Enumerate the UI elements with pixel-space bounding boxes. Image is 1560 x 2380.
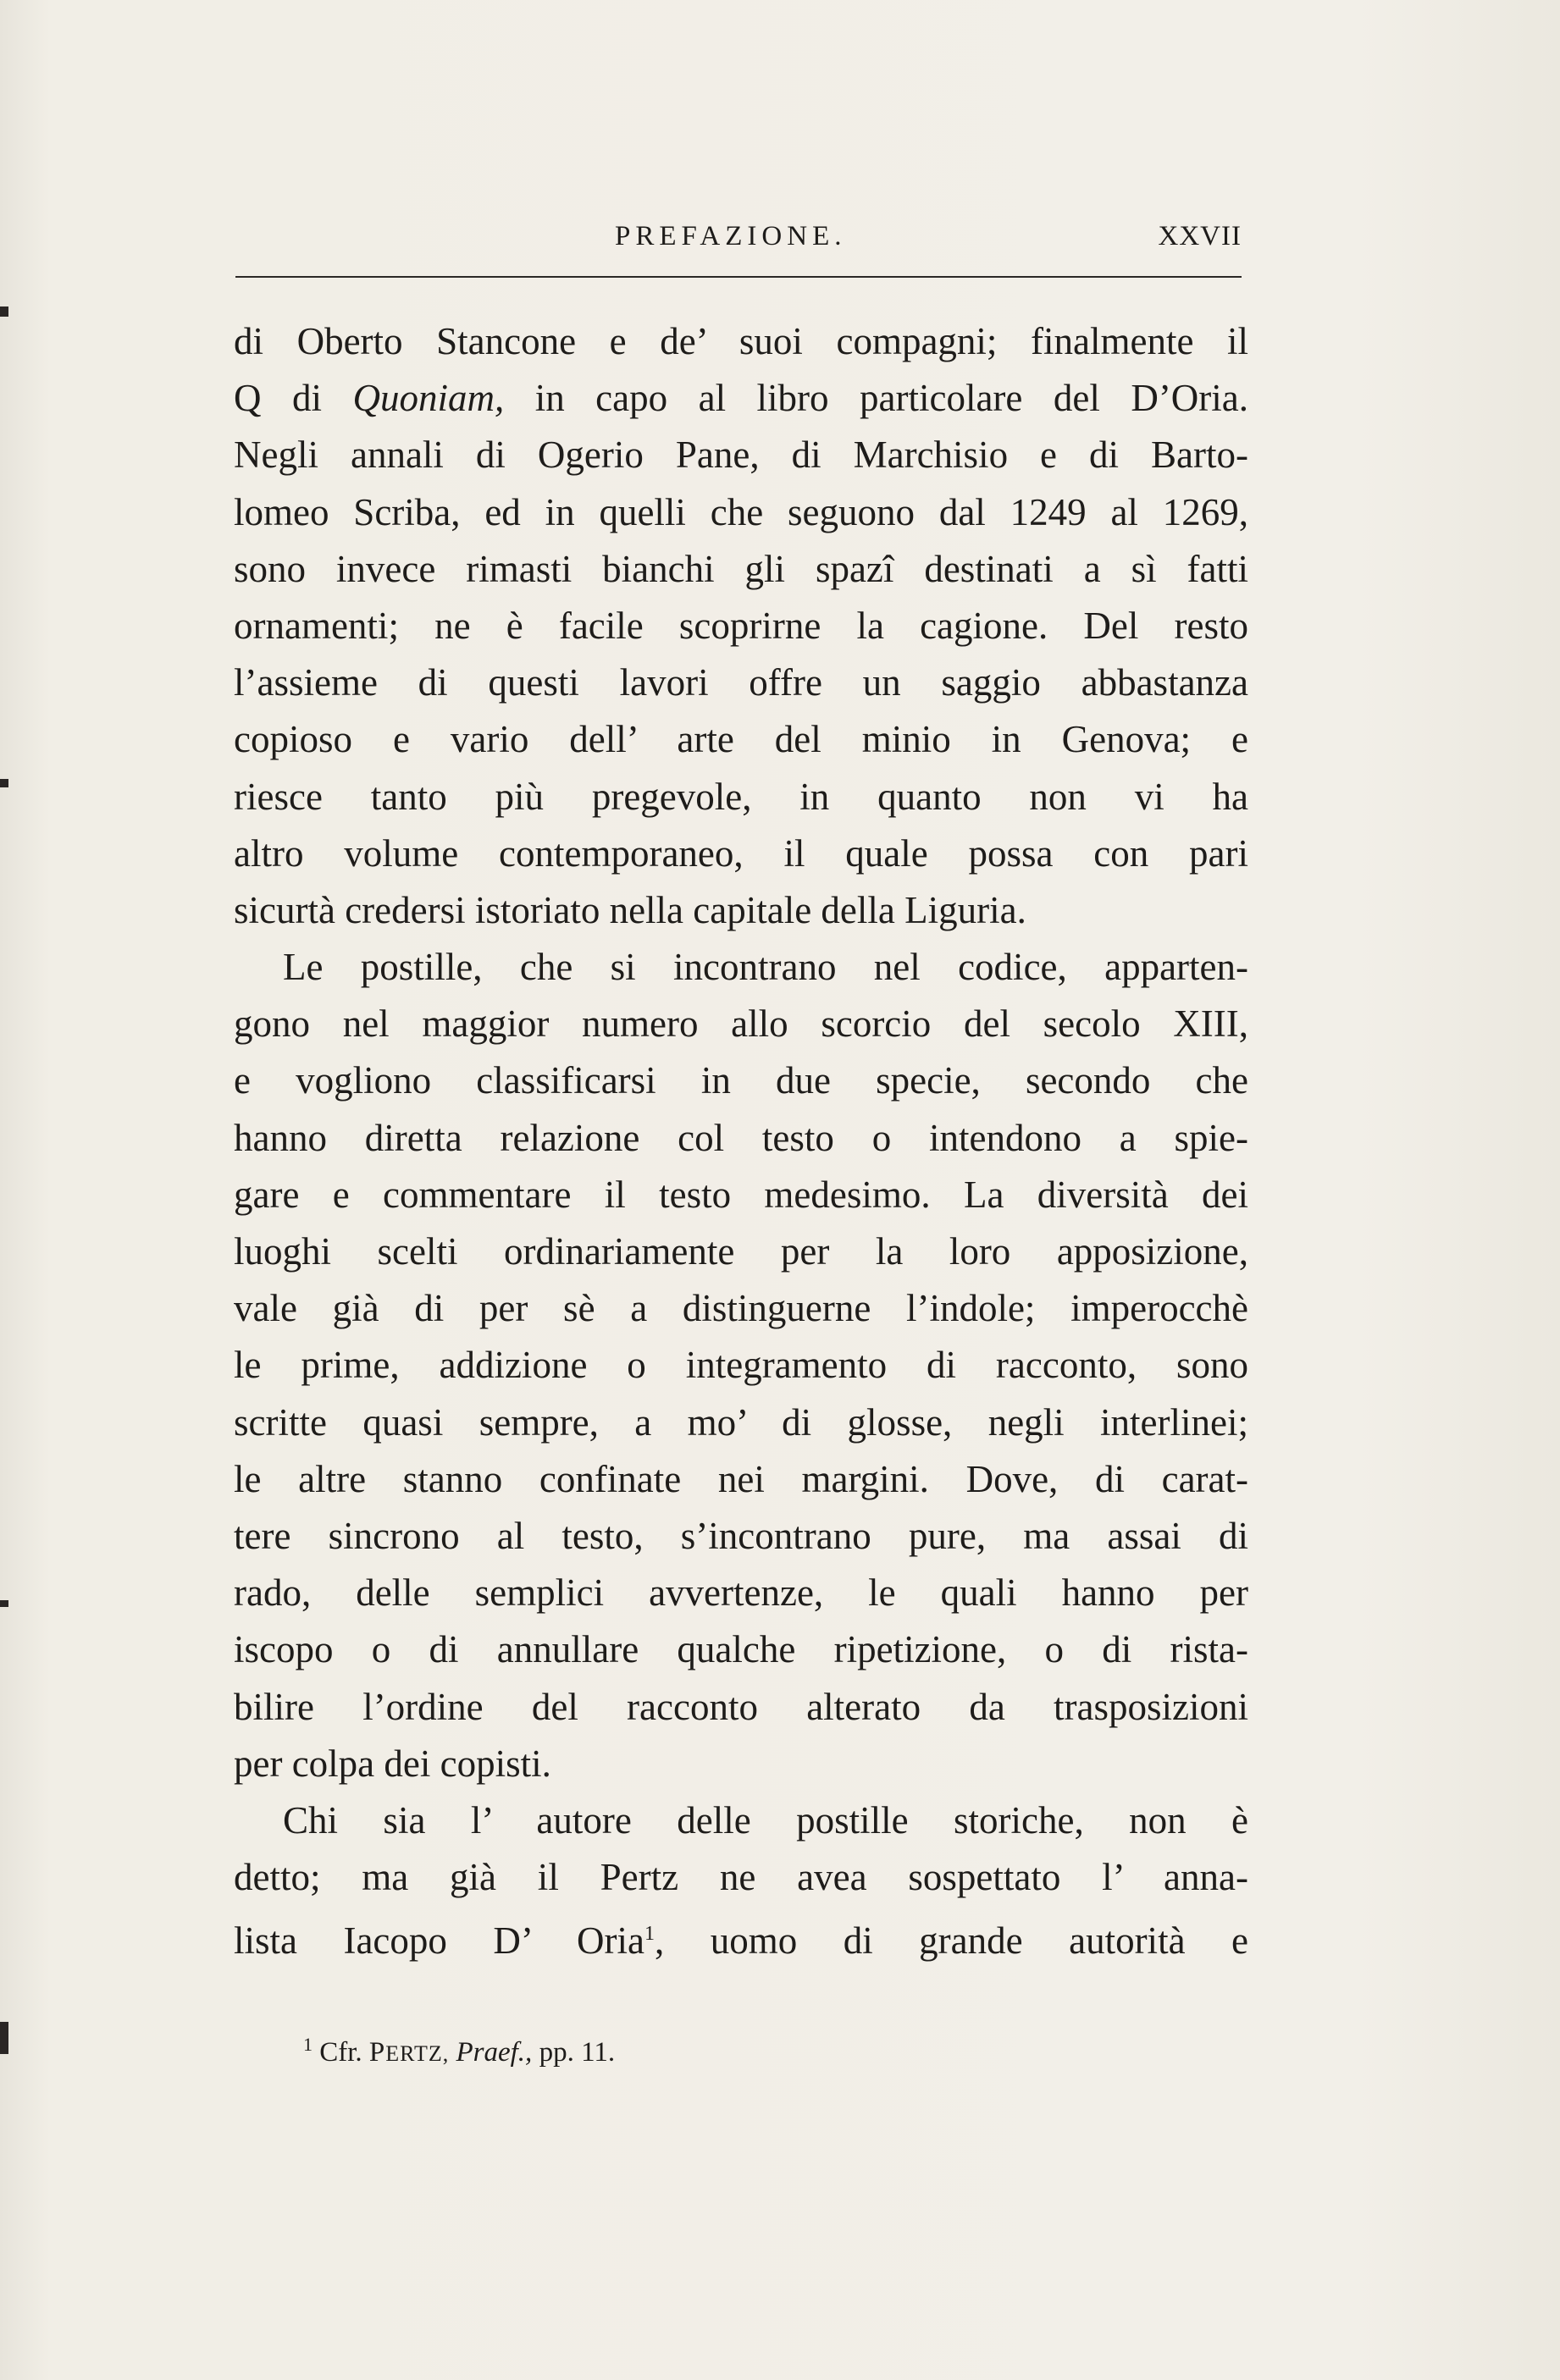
text-line: ornamenti; ne è facile scoprirne la cagione. Del resto (234, 604, 1248, 647)
binding-mark (0, 779, 8, 787)
footnote-cfr: Cfr. (313, 2037, 369, 2068)
footnote-marker: 1 (303, 2034, 313, 2055)
binding-mark (0, 1600, 8, 1607)
header-rule (235, 276, 1242, 278)
text-line: tere sincrono al testo, s’incontrano pure, ma assai di (234, 1514, 1248, 1557)
binding-mark (0, 2022, 8, 2054)
text-line: Le postille, che si incontrano nel codice, apparten- (283, 946, 1248, 989)
text-line: luoghi scelti ordinariamente per la loro apposizione, (234, 1230, 1248, 1273)
text-line: le altre stanno confinate nei margini. Dove, di carat- (234, 1457, 1248, 1500)
text-line: Chi sia l’ autore delle postille storiche, non è (283, 1798, 1248, 1842)
text-line (234, 370, 1248, 427)
text-line: gono nel maggior numero allo scorcio del secolo XIII, (234, 1002, 1248, 1046)
text-line (234, 1906, 1248, 1963)
text-line: altro volume contemporaneo, il quale possa con pari (234, 831, 1248, 875)
text-line: gare e commentare il testo medesimo. La diversità dei (234, 1173, 1248, 1216)
text-line: detto; ma già il Pertz ne avea sospettato l’ anna- (234, 1856, 1248, 1899)
text-line: l’assieme di questi lavori offre un saggio abbastanza (234, 661, 1248, 704)
footnote-reference: 1 (644, 1923, 655, 1946)
text-fragment: Q di (234, 377, 353, 420)
binding-mark (0, 306, 8, 317)
text-line: vale già di per sè a distinguerne l’indole; imperocchè (234, 1287, 1248, 1330)
page-number: XXVII (1158, 221, 1242, 251)
italic-word: Quoniam, (352, 377, 505, 420)
footnote-pages: pp. 11. (532, 2037, 616, 2068)
footnote-author: PERTZ, (368, 2037, 450, 2068)
page-header (235, 216, 1242, 258)
text-line: bilire l’ordine del racconto alterato da trasposizioni (234, 1685, 1248, 1728)
footnote (303, 2026, 615, 2073)
text-fragment: in capo al libro particolare del D’Oria. (504, 377, 1249, 420)
text-line: Negli annali di Ogerio Pane, di Marchisio e di Barto- (234, 433, 1248, 477)
text-line: per colpa dei copisti. (234, 1742, 551, 1785)
text-line: iscopo o di annullare qualche ripetizione, o di rista- (234, 1628, 1248, 1671)
text-line: le prime, addizione o integramento di racconto, sono (234, 1344, 1248, 1387)
text-line: copioso e vario dell’ arte del minio in Genova; e (234, 718, 1248, 761)
text-line: e vogliono classificarsi in due specie, secondo che (234, 1059, 1248, 1102)
text-line: scritte quasi sempre, a mo’ di glosse, negli interlinei; (234, 1400, 1248, 1444)
text-line: riesce tanto più pregevole, in quanto non vi ha (234, 775, 1248, 818)
running-title: PREFAZIONE. (615, 221, 847, 251)
footnote-work: Praef., (449, 2037, 533, 2068)
text-line: sicurtà credersi istoriato nella capitale della Liguria. (234, 888, 1026, 931)
text-line: hanno diretta relazione col testo o intendono a spie- (234, 1116, 1248, 1159)
text-fragment: , uomo di grande autorità e (654, 1919, 1248, 1963)
text-line: sono invece rimasti bianchi gli spazî destinati a sì fatti (234, 547, 1248, 590)
text-line: di Oberto Stancone e de’ suoi compagni; finalmente il (234, 320, 1248, 362)
body-text (234, 313, 1248, 1963)
text-fragment: lista Iacopo D’ Oria (234, 1919, 644, 1963)
text-line: rado, delle semplici avvertenze, le quali hanno per (234, 1571, 1248, 1615)
text-line: lomeo Scriba, ed in quelli che seguono dal 1249 al 1269, (234, 490, 1248, 533)
